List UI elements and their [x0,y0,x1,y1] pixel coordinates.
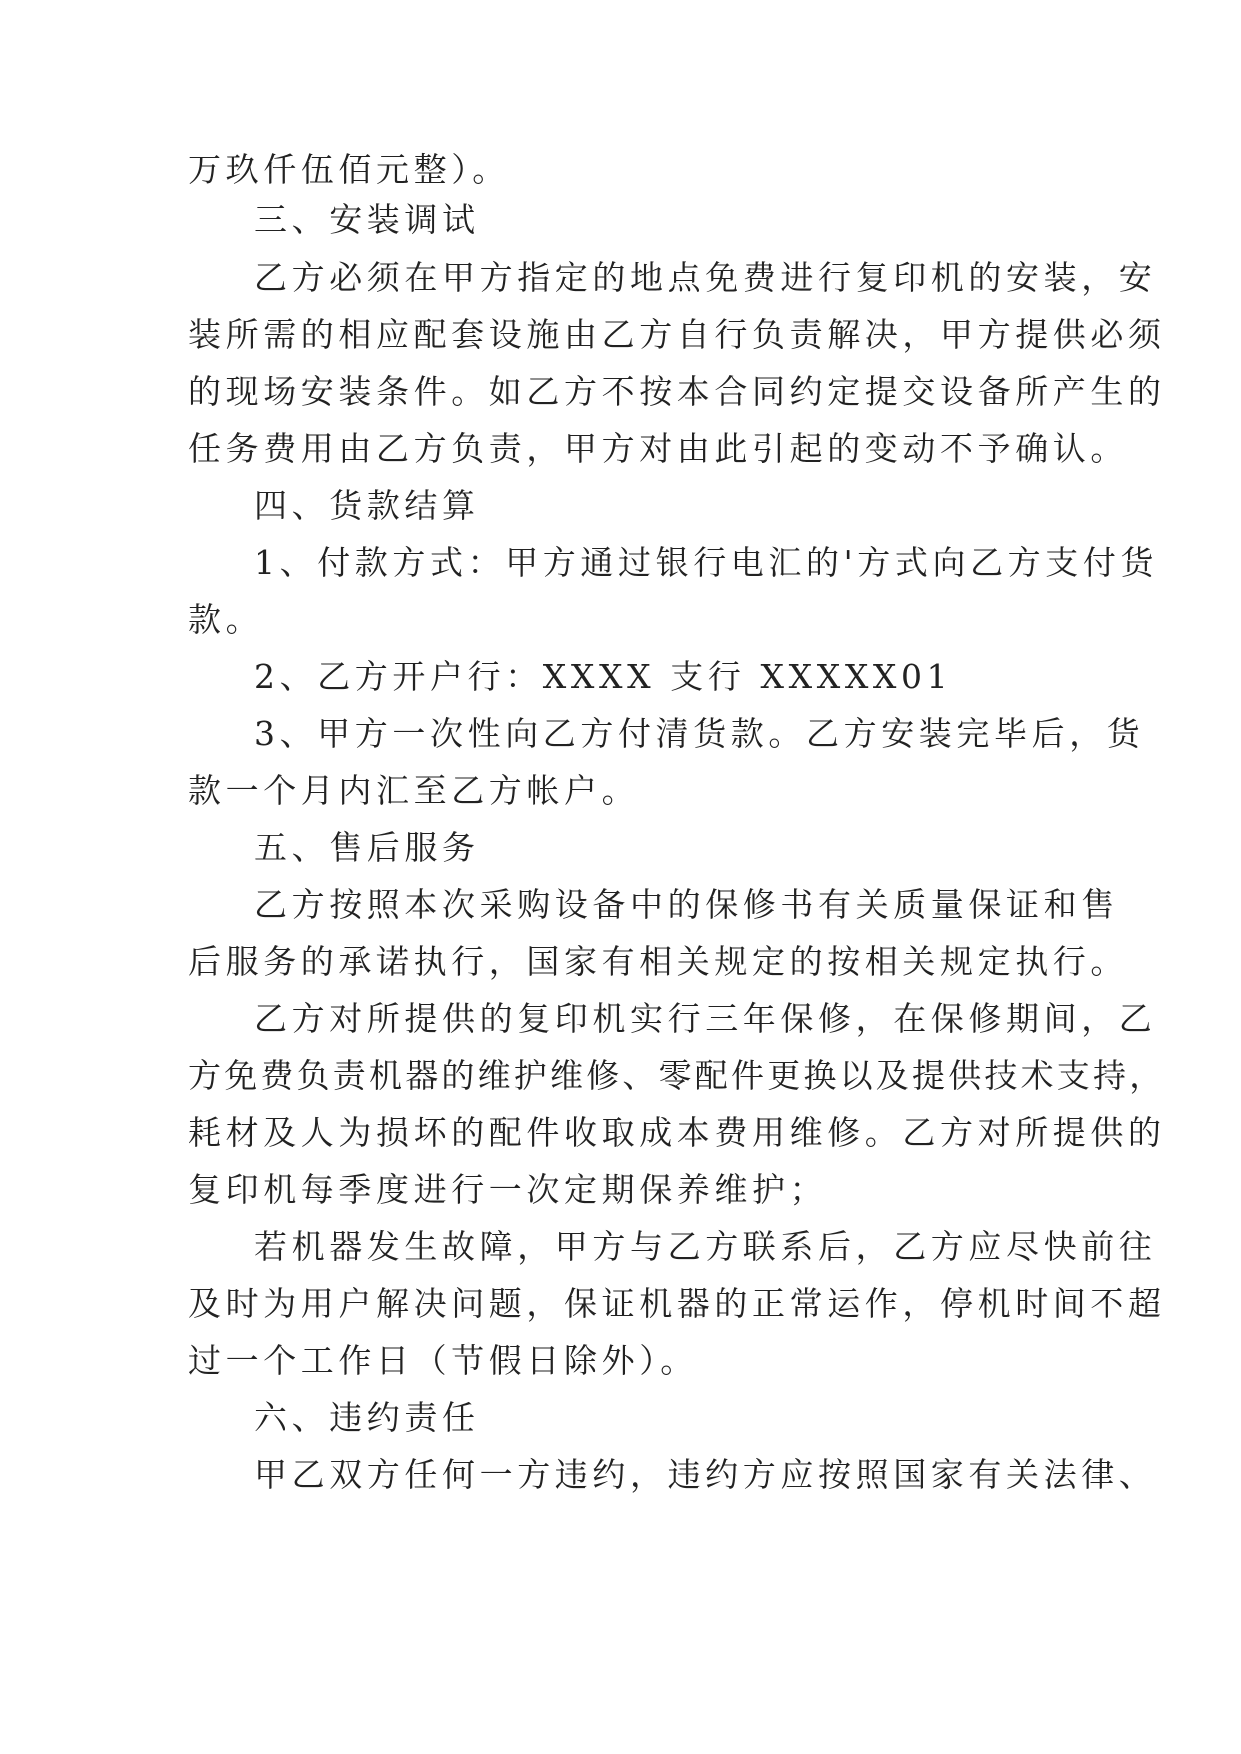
section-heading: 四、货款结算 [254,486,480,525]
paragraph-line: 3、甲方一次性向乙方付清货款。乙方安装完毕后，货 [254,714,1145,753]
paragraph-line: 1、付款方式：甲方通过银行电汇的'方式向乙方支付货 [254,543,1159,582]
paragraph-line: 款。 [188,600,264,639]
paragraph-line: 后服务的承诺执行，国家有相关规定的按相关规定执行。 [188,942,1128,981]
paragraph-line: 的现场安装条件。如乙方不按本合同约定提交设备所产生的 [188,372,1166,411]
paragraph-line: 过一个工作日（节假日除外）。 [188,1341,698,1380]
paragraph-line: 款一个月内汇至乙方帐户。 [188,771,640,810]
paragraph-line: 及时为用户解决问题，保证机器的正常运作，停机时间不超 [188,1284,1166,1323]
paragraph-line: 2、乙方开户行：XXXX 支行 XXXXX01 [254,657,953,696]
paragraph-line: 耗材及人为损坏的配件收取成本费用维修。乙方对所提供的 [188,1113,1166,1152]
text-line: 万玖仟伍佰元整）。 [188,150,510,189]
paragraph-line: 乙方按照本次采购设备中的保修书有关质量保证和售 [254,885,1119,924]
paragraph-line: 方免费负责机器的维护维修、零配件更换以及提供技术支持， [188,1056,1166,1095]
paragraph-line: 复印机每季度进行一次定期保养维护； [188,1170,828,1209]
paragraph-line: 若机器发生故障，甲方与乙方联系后，乙方应尽快前往 [254,1227,1157,1266]
section-heading: 三、安装调试 [254,200,480,239]
paragraph-line: 装所需的相应配套设施由乙方自行负责解决，甲方提供必须 [188,315,1166,354]
paragraph-line: 乙方对所提供的复印机实行三年保修，在保修期间，乙 [254,999,1157,1038]
paragraph-line: 乙方必须在甲方指定的地点免费进行复印机的安装，安 [254,258,1157,297]
section-heading: 五、售后服务 [254,828,480,867]
paragraph-line: 甲乙双方任何一方违约，违约方应按照国家有关法律、 [254,1455,1157,1494]
section-heading: 六、违约责任 [254,1398,480,1437]
paragraph-line: 任务费用由乙方负责，甲方对由此引起的变动不予确认。 [188,429,1128,468]
